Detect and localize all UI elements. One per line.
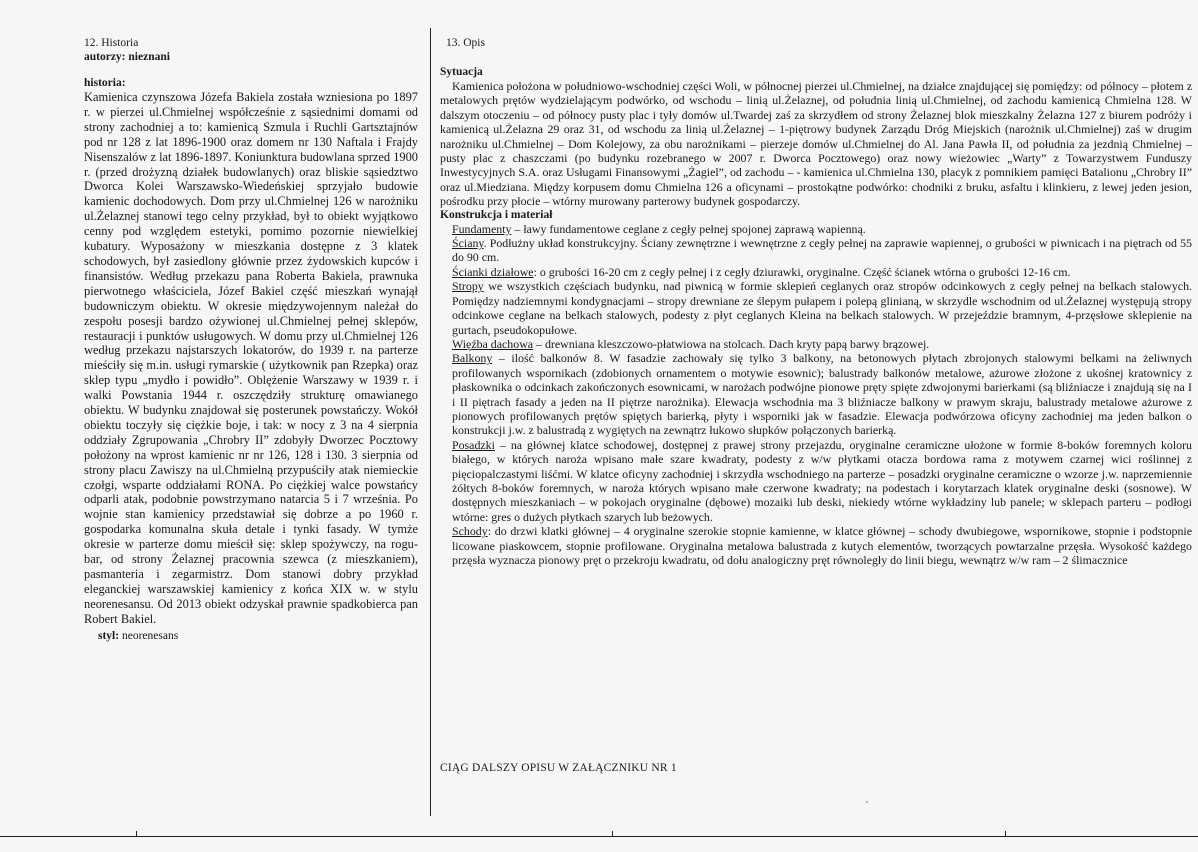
item-balkony [440,351,1192,437]
history-column [84,36,418,643]
item-text: . Podłużny układ konstrukcyjny. Ściany zewnętrzne i wewnętrzne z cegły pełnej na zaprawie wapiennej, o grubości w piwnicach i na piętrach od 55 do 90 cm. [452,236,1192,265]
item-schody [440,524,1192,567]
item-fundamenty [440,222,1192,236]
situation-text: Kamienica położona w południowo-wschodniej części Woli, w północnej pierzei ul.Chmielnej, na działce znajdującej się pomiędzy: od północy – płotem z metalowych prętów wydzielającym podwórko, od wschodu – linią ul.Żelaznej, od południa linią ul.Chmielnej, od zachodu kamienicą Chmielna 128. W dalszym otoczeniu – od północy pusty plac i tyły domów ul.Twardej zaś za skrzydłem od strony Żelaznej blok mieszkalny Żelazna 127 z biurem podróży i kamienicą ul.Żelazna 29 oraz 31, od wschodu za linią ul.Żelaznej – 1-piętrowy budynek Zarządu Dróg Miejskich (narożnik ul.Chmielnej) zaś w drugim narożniku ul.Chmielnej – Dom Kolejowy, za obu narożnikami – pierzeje domów ul.Chmielnej do Al. Jana Pawła II, od południa za jezdnią Chmielnej – pusty plac z chaszczami (po budynku rozebranego w 2007 r. Dworca Pocztowego) oraz nowy wieżowiec „Warty” z Towarzystwem Funduszy Inwestycyjnych S.A. oraz Usługami Finansowymi „Żagiel”, od zachodu – - kamienica ul.Chmielna 130, placyk z pomnikiem pamięci Batalionu „Chrobry II” oraz ul.Miedziana. Między korpusem domu Chmielna 126 a oficynami – prostokątne podwórko: chodniki z bruku, asfaltu i klinkieru, z lewej jeden jesion, pośrodku przy płocie – wtórny murowany parterowy budynek gospodarczy. [440,79,1192,209]
style-label: styl: [98,629,120,642]
bottom-border-line [0,836,1198,837]
history-text: Kamienica czynszowa Józefa Bakiela została wzniesiona po 1897 r. w pierzei ul.Chmielnej współcześnie z sąsiednimi domami od strony zachodniej a to: kamienicą Szmula i Ruchli Gartsztajnów pod nr 128 z lat 1896-1900 oraz domem nr 130 Naftala i Frajdy Nisenszalów z lat 1896-1897. Koniunktura budowlana sprzed 1900 r. (przed drożyzną działek budowlanych) oraz bliskie sąsiedztwo Dworca Kolei Warszawsko-Wiedeńskiej sprzyjało budowie kamienic dochodowych. Dom przy ul.Chmielnej 126 w narożniku ul.Żelaznej stanowi tego celny przykład, był to obiekt wyjątkowo cenny pod względem estetyki, pomimo pozornie niewielkiej kubatury. Wyposażony w mieszkania dostępne z 3 klatek schodowych, był zasiedlony głównie przez żydowskich kupców i finansistów. Według przekazu pana Roberta Bakiela, prawnuka pierwotnego właściciela, Józef Bakiel część mieszkań wynajął budowniczym obiektu. W okresie międzywojennym należał do zespołu posesji bardzo ożywionej ul.Chmielnej pełnej sklepów, restauracji i punktów usługowych. W domu przy ul.Chmielnej 126 według przekazu najstarszych lokatorów, do 1939 r. na parterze mieściły się m.in. usługi rymarskie ( użytkownik pan Rzepka) oraz sklep typu „mydło i powidło”. Oblężenie Warszawy w 1939 r. i walki Powstania 1944 r. oszczędziły strukturę omawianego obiektu. W budynku znajdował się posterunek powstańczy. Wokół obiektu toczyły się ciężkie boje, i tak: w nocy z 3 na 4 sierpnia oddziały Zgrupowania „Chrobry II” zdobyły Dworzec Pocztowy położony na wprost kamienic nr nr 126, 128 i 130. 3 sierpnia od strony placu Zawiszy na ul.Chmielną przypuściły atak niemieckie czołgi, wsparte oddziałami RONA. Po ciężkiej walce powstańcy odparli atak, podobnie powstrzymano natarcia 5 i 7 września. Po wojnie stan kamienicy przedstawiał się dobrze a po 1960 r. gospodarka komunalna skuła detale i tynki fasady. W tymże okresie w parterze domu mieścił się: sklep spożywczy, na rogu-bar, od strony Żelaznej pracownia szewca (z mieszkaniem), pasmanteria i zegarmistrz. Dom stanowi dobry przykład eleganckiej warszawskiej kamienicy z końca XIX w. w stylu neorenesansu. Od 2013 obiekt odzyskał prawnie spadkobierca pan Robert Bakiel. [84,90,418,626]
item-posadzki [440,438,1192,524]
style-value: neorenesans [121,629,179,642]
item-term: Balkony [452,351,493,366]
item-text: – ilość balkonów 8. W fasadzie zachowały się tylko 3 balkony, na betonowych płytach zbrojonych stalowymi belkami na żeliwnych profilowanych wspornikach (zdobionych ornamentem o motywie esownic); balustrady balkonów metalowe, ażurowe złożone z ukośnej kratownicy z płaskownika o odcinkach zakończonych esownicami, w narożach podwójne pionowe pręty spięte zdwojonymi barierkami (są bliźniacze i znajdują się na I i II piętrach fasady a jeden na II piętrze narożnika). Elewacja wschodnia ma 3 bliźniacze balkony w prawym skraju, balustrady metalowe ażurowe z pionowych profilowanych prętów spiętych barierką, płyty i wsporniki jak w fasadzie. Elewacja podwórzowa oficyny zachodniej ma jeden balkon o konstrukcji j.w. z balustradą z wygiętych na zewnątrz łukowo słupków połączonych barierką. [452,351,1192,438]
construction-label: Konstrukcja i materiał [440,208,553,221]
item-term: Stropy [452,279,484,294]
item-stropy [440,279,1192,337]
border-tick [136,831,137,837]
description-heading: 13. Opis [446,37,485,49]
authors-value: nieznani [128,51,170,63]
item-wiezba-dachowa [440,337,1192,351]
authors-label: autorzy: [84,51,126,63]
border-tick [1005,831,1006,837]
history-body [84,76,418,627]
history-label: historia: [84,77,126,89]
style-line [84,629,418,643]
item-scianki-dzialowe [440,265,1192,279]
scan-mark: ' [866,800,868,811]
continuation-note: CIĄG DALSZY OPISU W ZAŁĄCZNIKU NR 1 [440,762,677,774]
item-term: Ściany [452,236,484,251]
item-text: – ławy fundamentowe ceglane z cegły pełnej spojonej zaprawą wapienną. [511,221,866,236]
item-term: Schody [452,524,488,539]
item-sciany [440,236,1192,265]
situation-label: Sytuacja [440,66,483,78]
item-text: we wszystkich częściach budynku, nad piwnicą w formie sklepień ceglanych oraz stropów odcinkowych z cegły pełnej na belkach stalowych. Pomiędzy nadziemnymi kondygnacjami – stropy drewniane ze ślepym pułapem i polepą glinianą, w skrzydle wschodnim od ul.Żelaznej występują stropy odcinkowe ceglane na belkach stalowych, podesty z płyt ceglanych Kleina na belkach stalowych. W przejeździe bramnym, 4-przęsłowe sklepienie na gurtach, pseudokopułowe. [452,279,1192,337]
border-tick [612,831,613,837]
item-text: – na głównej klatce schodowej, dostępnej z prawej strony przejazdu, oryginalne ceramiczne ułożone w formie 8-boków foremnych koloru białego, w których naroża wpisano małe szare kwadraty, podesty z w/w płytkami otacza bordowa rama z motywem czarnej wici roślinnej z pięciopalczastymi liśćmi. W klatce oficyny zachodniej i skrzydła wschodniego na parterze – posadzki oryginalne ceramiczne o wzorze j.w. naprzemiennie żółtych 8-boków foremnych, w naroża których wpisano małe czerwone kwadraty; na podestach i korytarzach klatek oryginalne deski (sosnowe). W dostępnych mieszkaniach – w pokojach oryginalne (dębowe) mozaiki lub deski, niekiedy wtórne wykładziny lub panele; w sklepach parteru – podłogi wtórne: gres o dużych płytkach szarych lub beżowych. [452,437,1192,524]
authors-line [84,50,418,64]
description-column [440,36,1192,567]
item-term: Więźba dachowa [452,336,534,351]
item-term: Fundamenty [452,221,512,236]
column-divider [430,28,431,816]
history-heading: 12. Historia [84,37,139,49]
item-text: – drewniana kleszczowo-płatwiowa na stolcach. Dach kryty papą barwy brązowej. [533,336,930,351]
item-term: Ścianki działowe [452,264,534,279]
item-term: Posadzki [452,437,495,452]
item-text: : o grubości 16-20 cm z cegły pełnej i z cegły dziurawki, oryginalne. Część ścianek wtórna o grubości 12-16 cm. [533,264,1071,279]
item-text: : do drzwi klatki głównej – 4 oryginalne szerokie stopnie kamienne, w klatce głównej – schody dwubiegowe, wspornikowe, stopnie i podstopnie licowane piaskowcem, stopnie profilowane. Oryginalna metalowa balustrada z kutych elementów, tworzących powtarzalne przęsła. Wysokość każdego przęsła wyznacza pionowy pręt o przekroju kwadratu, od dołu analogiczny pręt równoległy do linii biegu, wewnątrz w/w ram – 2 ślimacznice [452,524,1192,567]
